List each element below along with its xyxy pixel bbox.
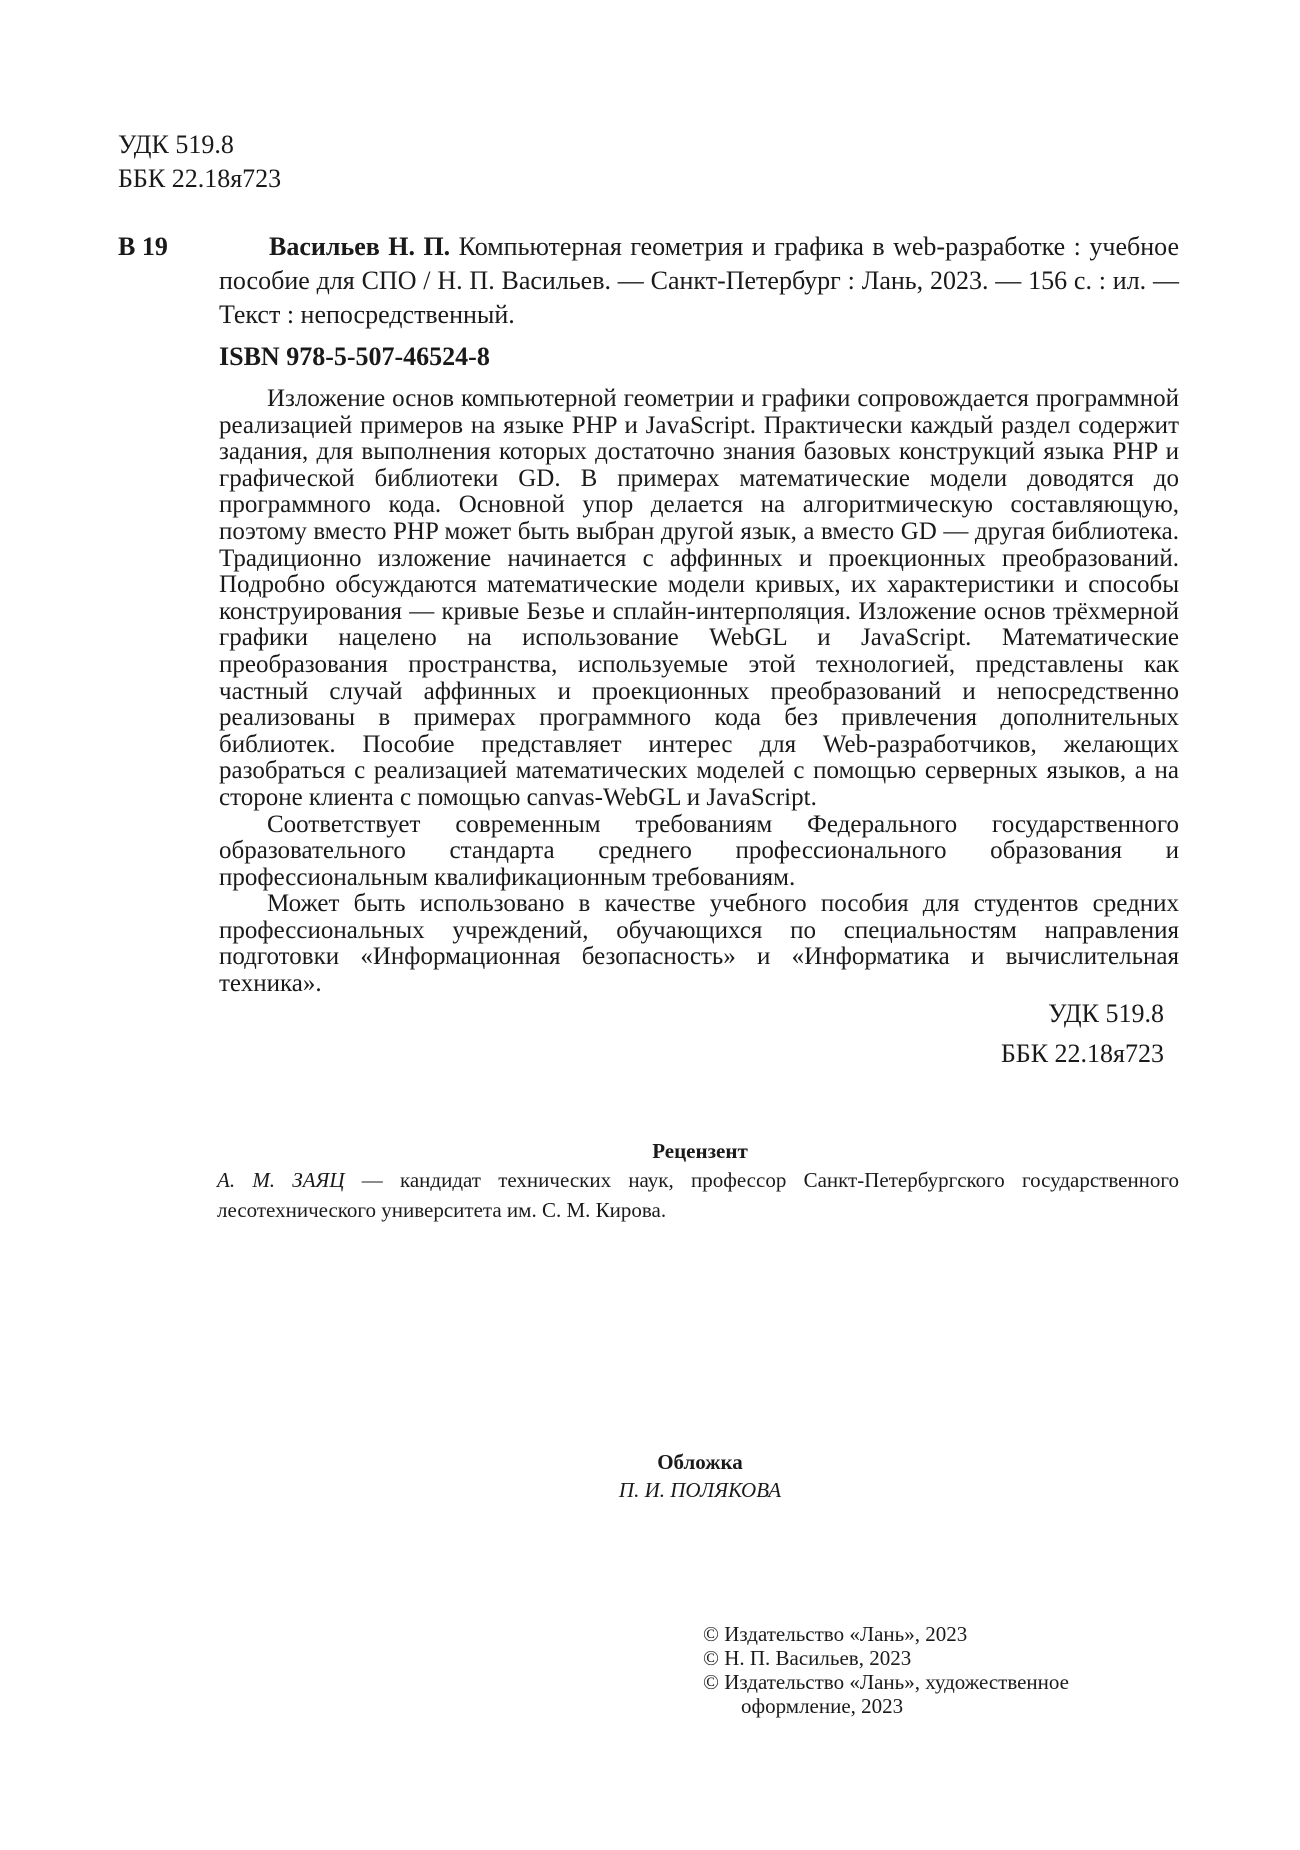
reviewer-name: А. М. ЗАЯЦ bbox=[217, 1168, 345, 1192]
classification-codes-bottom bbox=[1001, 994, 1164, 1074]
copyright-line-continuation: оформление, 2023 bbox=[741, 1694, 904, 1718]
copyright-line: © Издательство «Лань», художественное bbox=[703, 1670, 1069, 1694]
udk-code: УДК 519.8 bbox=[118, 130, 234, 159]
annotation-paragraph: Может быть использовано в качестве учебного пособия для студентов средних профессиональных учреждений, обучающихся по специальностям направления подготовки «Информационная безопасность» и «Информатика и вычислительная техника». bbox=[219, 890, 1179, 998]
annotation-paragraph: Соответствует современным требованиям Федерального государственного образовательного стандарта среднего профессионального образования и профессиональным квалификационным требованиям. bbox=[219, 810, 1179, 891]
udk-code: УДК 519.8 bbox=[1048, 999, 1164, 1028]
annotation bbox=[219, 386, 1179, 998]
copyright-line: © Издательство «Лань», 2023 bbox=[703, 1622, 968, 1646]
cover-heading: Обложка bbox=[657, 1450, 743, 1474]
bibliographic-record bbox=[219, 230, 1179, 332]
author-mark: В 19 bbox=[118, 232, 168, 261]
isbn: ISBN 978-5-507-46524-8 bbox=[219, 342, 490, 371]
bbk-code: ББК 22.18я723 bbox=[1000, 1039, 1164, 1068]
reviewer-description: — кандидат технических наук, профессор Санкт-Петербургского государственного лесотехнического университета им. С. М. Кирова. bbox=[217, 1168, 1180, 1222]
classification-codes-top bbox=[118, 128, 281, 196]
cover-designer: П. И. ПОЛЯКОВА bbox=[618, 1478, 782, 1502]
copyright-block bbox=[703, 1622, 1069, 1718]
annotation-paragraph: Изложение основ компьютерной геометрии и графики сопровождается программной реализацией примеров на языке PHP и JavaScript. Практически каждый раздел содержит задания, для выполнения которых достаточно знания базовых конструкций языка PHP и графической библиотеки GD. В примерах математические модели доводятся до программного кода. Основной упор делается на алгоритмическую составляющую, поэтому вместо PHP может быть выбран другой язык, а вместо GD — другая библиотека. Традиционно изложение начинается с аффинных и проекционных преобразований. Подробно обсуждаются математические модели кривых, их характеристики и способы конструирования — кривые Безье и сплайн-интерполяция. Изложение основ трёхмерной графики нацелено на использование WebGL и JavaScript. Математические преобразования пространства, используемые этой технологией, представлены как частный случай аффинных и проекционных преобразований и непосредственно реализованы в примерах программного кода без привлечения дополнительных библиотек. Пособие представляет интерес для Web-разработчиков, желающих разобраться с реализацией математических моделей с помощью серверных языков, а на стороне клиента с помощью canvas-WebGL и JavaScript. bbox=[219, 385, 1179, 811]
reviewer-heading: Рецензент bbox=[652, 1139, 748, 1163]
bbk-code: ББК 22.18я723 bbox=[118, 164, 282, 193]
reviewer-info bbox=[217, 1165, 1179, 1225]
copyright-line: © Н. П. Васильев, 2023 bbox=[703, 1646, 912, 1670]
author-name: Васильев Н. П. bbox=[269, 232, 451, 261]
bibliographic-description: Компьютерная геометрия и графика в web-разработке : учебное пособие для СПО / Н. П. Васильев. — Санкт-Петербург : Лань, 2023. — 156 с. : ил. — Текст : непосредственный. bbox=[219, 232, 1179, 329]
